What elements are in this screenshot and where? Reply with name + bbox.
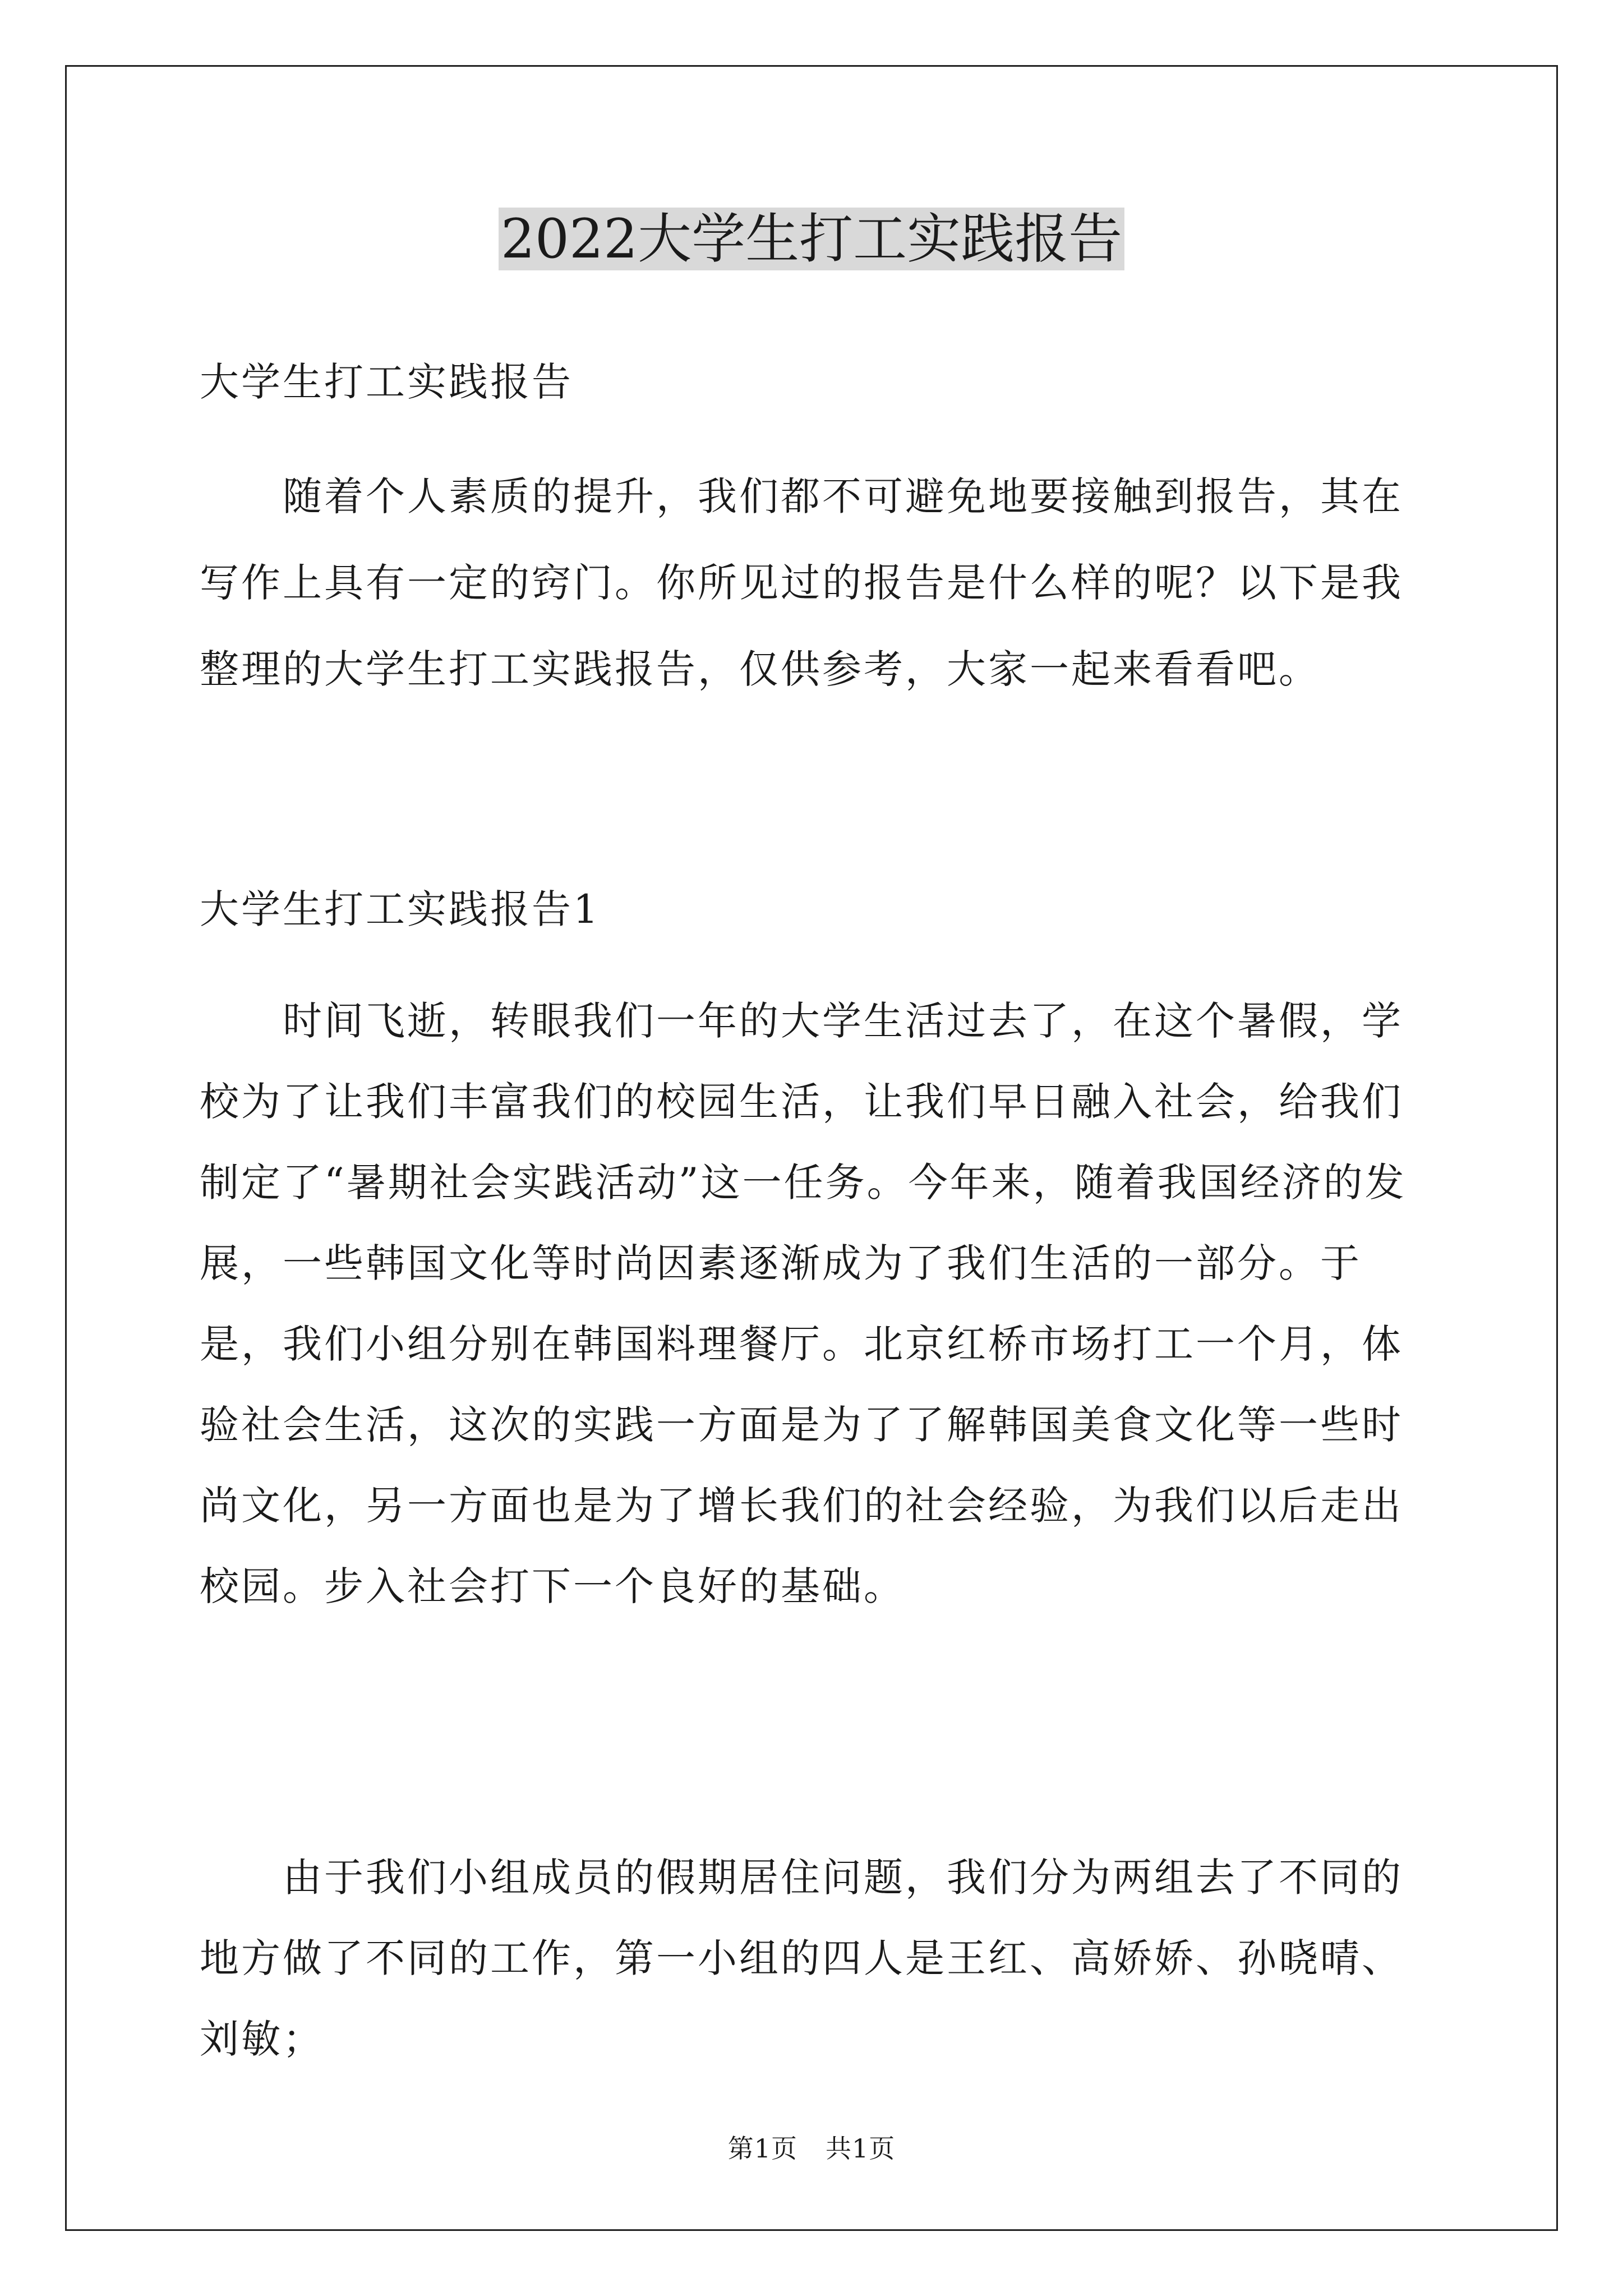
document-title-text: 2022大学生打工实践报告 bbox=[499, 208, 1124, 270]
page-footer bbox=[0, 2132, 1623, 2165]
section-heading: 大学生打工实践报告1 bbox=[200, 886, 601, 932]
page-number: 第1页 bbox=[727, 2133, 797, 2164]
body-paragraph: 由于我们小组成员的假期居住问题，我们分为两组去了不同的地方做了不同的工作，第一小组的四人是王红、高娇娇、孙晓晴、刘敏； bbox=[200, 1855, 1403, 2062]
document-subtitle: 大学生打工实践报告 bbox=[200, 359, 573, 405]
page-total: 共1页 bbox=[826, 2133, 896, 2164]
intro-paragraph: 随着个人素质的提升，我们都不可避免地要接触到报告，其在写作上具有一定的窍门。你所见过的报告是什么样的呢？以下是我整理的大学生打工实践报告，仅供参考，大家一起来看看吧。 bbox=[200, 473, 1403, 692]
body-paragraph: 时间飞逝，转眼我们一年的大学生活过去了，在这个暑假，学校为了让我们丰富我们的校园生活，让我们早日融入社会，给我们制定了“暑期社会实践活动”这一任务。今年来，随着我国经济的发展，一些韩国文化等时尚因素逐渐成为了我们生活的一部分。于是，我们小组分别在韩国料理餐厅。北京红桥市场打工一个月，体验社会生活，这次的实践一方面是为了了解韩国美食文化等一些时尚文化，另一方面也是为了增长我们的社会经验，为我们以后走出校园。步入社会打下一个良好的基础。 bbox=[200, 998, 1407, 1609]
document-title bbox=[0, 200, 1623, 278]
